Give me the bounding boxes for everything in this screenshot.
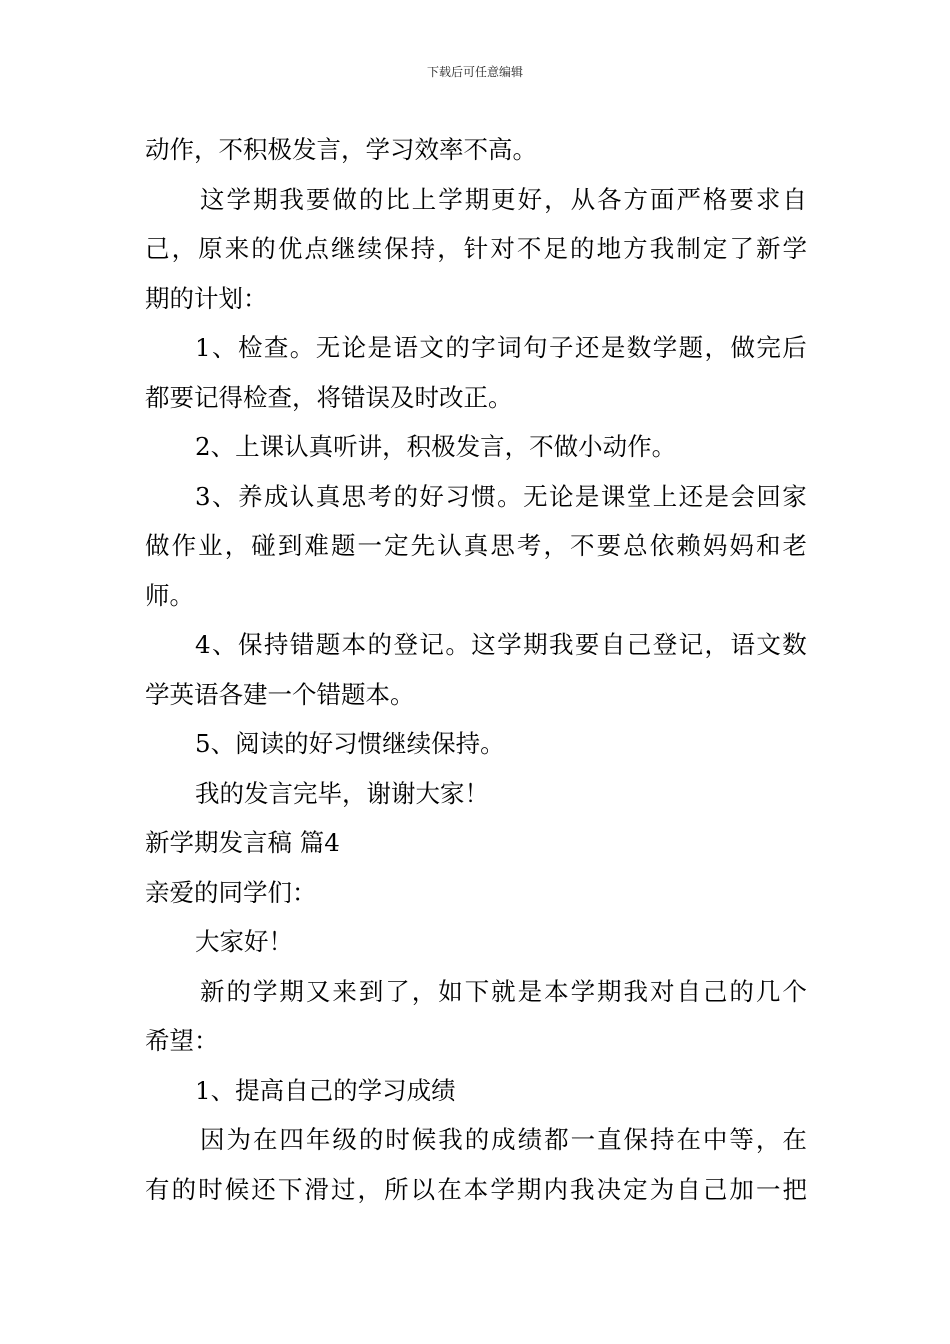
- text-line-2: 这 学 期 我 要 做 的 比 上 学 期 更 好 ， 从 各 方 面 严 格 要 求 自: [200, 184, 807, 214]
- text-line-21: 因 为 在 四 年 级 的 时 候 我 的 成 绩 都 一 直 保 持 在 中 等 ， 在: [200, 1125, 807, 1154]
- text-line-10: 师。: [145, 580, 194, 610]
- text-line-22: 有 的 时 候 还 下 滑 过 ， 所 以 在 本 学 期 内 我 决 定 为 自 己 加 一 把: [145, 1174, 807, 1204]
- salutation: 亲爱的同学们：: [145, 877, 317, 907]
- text-line-1: 动作，不积极发言，学习效率不高。: [145, 135, 537, 164]
- text-line-13: 5、阅读的好习惯继续保持。: [195, 729, 505, 758]
- text-line-9: 做 作 业 ， 碰 到 难 题 一 定 先 认 真 思 考 ， 不 要 总 依 赖 妈 妈 和 老: [145, 531, 807, 560]
- greeting: 大家好！: [195, 927, 293, 956]
- section-heading: 新学期发言稿 篇4: [145, 828, 340, 857]
- text-line-3: 己 ， 原 来 的 优 点 继 续 保 持 ， 针 对 不 足 的 地 方 我 制 定 了 新 学: [145, 234, 807, 263]
- text-line-4: 期的计划：: [145, 283, 268, 313]
- text-line-11: 4 、 保 持 错 题 本 的 登 记 。 这 学 期 我 要 自 己 登 记 ， 语 文 数: [195, 630, 807, 659]
- text-line-14: 我的发言完毕，谢谢大家！: [195, 778, 489, 808]
- text-line-7: 2、上课认真听讲，积极发言，不做小动作。: [195, 432, 677, 461]
- text-line-19: 希望：: [145, 1026, 219, 1055]
- text-line-18: 新 的 学 期 又 来 到 了 ， 如 下 就 是 本 学 期 我 对 自 己 的 几 个: [200, 976, 807, 1006]
- text-line-8: 3 、 养 成 认 真 思 考 的 好 习 惯 。 无 论 是 课 堂 上 还 是 会 回 家: [195, 481, 807, 511]
- text-line-20: 1、提高自己的学习成绩: [195, 1075, 456, 1105]
- text-line-12: 学英语各建一个错题本。: [145, 679, 415, 709]
- page-header: 下载后可任意编辑: [426, 65, 523, 79]
- text-line-6: 都要记得检查，将错误及时改正。: [145, 382, 513, 412]
- text-line-5: 1 、 检 查 。 无 论 是 语 文 的 字 词 句 子 还 是 数 学 题 ， 做 完 后: [195, 333, 807, 362]
- document-body: [145, 125, 807, 1214]
